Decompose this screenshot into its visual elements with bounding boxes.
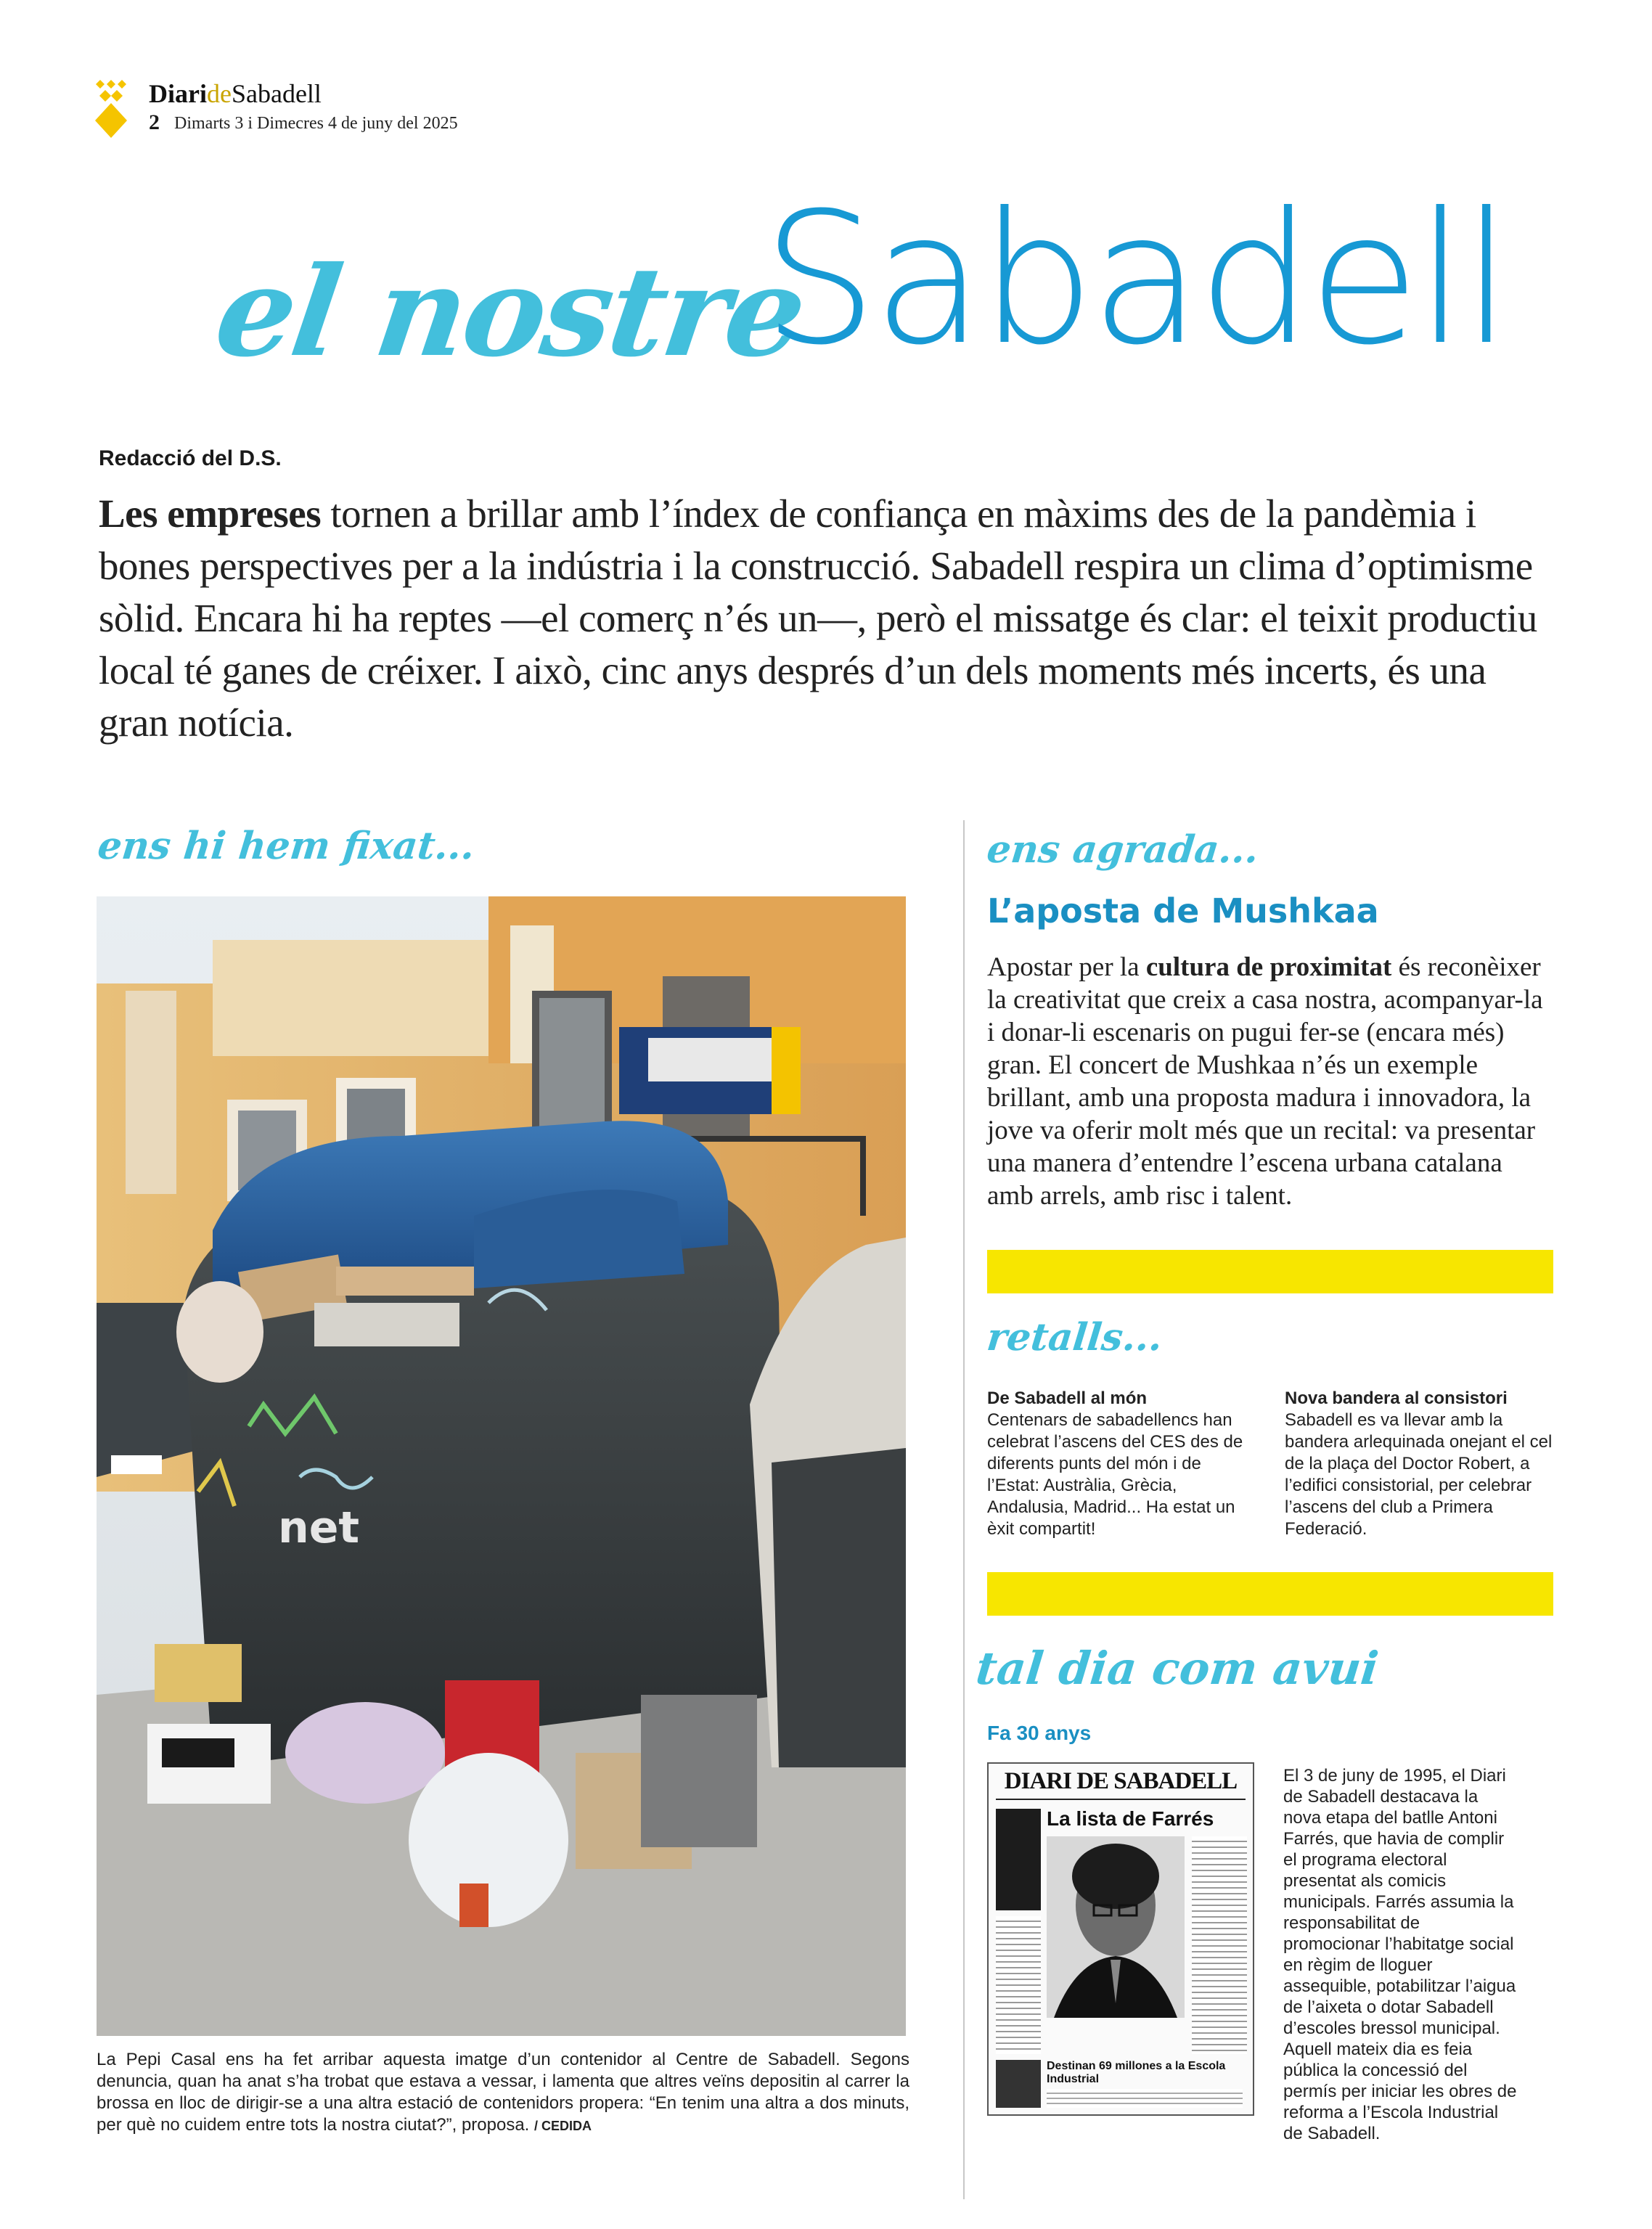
archive-clipping <box>987 1762 1254 2116</box>
mushkaa-headline: L’aposta de Mushkaa <box>987 891 1379 931</box>
section-label-retalls: retalls... <box>984 1315 1165 1359</box>
caption-text: La Pepi Casal ens ha fet arribar aquesta imatge d’un contenidor al Centre de Sabadell. Segons denuncia, quan ha anat s’ha trobat que estava a vessar, i lamenta que altres veïns depositin al carrer la brossa en lloc de dirigir-se a una altra estació de contenidors propera: “En tenim una altra a dos minuts, per què no cuidem entre tots la nostra ciutat?”, proposa. <box>97 2050 909 2135</box>
mushkaa-body-post: és reconèixer la creativitat que creix a casa nostra, acompanyar-la i donar-li escenaris on pugui fer-se (encara més) gran. El concert de Mushkaa n’és un exemple brillant, amb una proposta madura i innovadora, la jove va oferir molt més que un recital: va presentar una manera d’entendre l’escena urbana catalana amb arrels, amb risc i talent. <box>987 952 1543 1211</box>
section-title-main: Sabadell <box>762 173 1508 385</box>
mushkaa-body-pre: Apostar per la <box>987 952 1146 982</box>
lead-paragraph <box>99 488 1550 749</box>
page-number: 2 <box>149 110 160 134</box>
issue-date: Dimarts 3 i Dimecres 4 de juny del 2025 <box>174 114 458 133</box>
retall-item <box>1285 1388 1553 1540</box>
section-label-agrada: ens agrada... <box>984 827 1261 872</box>
taldia-subtitle: Fa 30 anys <box>987 1722 1092 1744</box>
mushkaa-body-bold: cultura de proximitat <box>1145 952 1392 982</box>
clipping-bottom-headline: Destinan 69 millones a la Escola Industrial <box>1047 2060 1226 2085</box>
section-label-fixat: ens hi hem fixat... <box>95 824 477 868</box>
photo-caption <box>97 2049 909 2137</box>
lead-text: tornen a brillar amb l’índex de confiança en màxims des de la pandèmia i bones perspectives per a la indústria i la construcció. Sabadell respira un clima d’optimisme sòlid. Encara hi ha reptes —el comerç n’és un—, però el missatge és clar: el teixit productiu local té ganes de créixer. I això, cinc anys després d’un dels moments més incerts, és una gran notícia. <box>99 491 1537 745</box>
highlight-bar <box>987 1250 1553 1293</box>
brand-name <box>149 78 322 109</box>
retall-title: De Sabadell al món <box>987 1388 1148 1408</box>
byline: Redacció del D.S. <box>99 446 282 470</box>
taldia-text: El 3 de juny de 1995, el Diari de Sabadell destacava la nova etapa del batlle Antoni Farrés, que havia de complir el programa electoral presentat als comicis municipals. Farrés assumia la responsabilitat de promocionar l’habitatge social en règim de lloguer assequible, potabilitzar l’aigua de l’aixeta o dotar Sabadell d’escoles bressol municipal. Aquell mateix dia es feia pública la concessió del permís per iniciar les obres de reforma a l’Escola Industrial de Sabadell. <box>1283 1766 1517 2143</box>
retall-text: Centenars de sabadellencs han celebrat l’ascens del CES des de diferents punts del món i de l’Estat: Austràlia, Grècia, Andalusia, Madrid... Ha estat un èxit compartit! <box>987 1410 1243 1539</box>
brand-de: de <box>206 79 232 108</box>
retall-title: Nova bandera al consistori <box>1285 1388 1508 1408</box>
mushkaa-body <box>987 951 1553 1212</box>
bin-logo-text: net <box>278 1502 360 1553</box>
brand-sabadell: Sabadell <box>231 79 322 108</box>
column-divider <box>963 820 965 2199</box>
highlight-bar <box>987 1572 1553 1616</box>
brand-diari: Diari <box>149 79 207 108</box>
retall-text: Sabadell es va llevar amb la bandera arlequinada onejant el cel de la plaça del Doctor Robert, a l’edifici consistorial, per celebrar l’ascens del club a Primera Federació. <box>1285 1410 1553 1539</box>
clipping-headline: La lista de Farrés <box>1047 1807 1214 1830</box>
clipping-masthead: DIARI DE SABADELL <box>1004 1768 1238 1794</box>
photo-credit: / CEDIDA <box>534 2119 592 2133</box>
container-photo <box>97 896 906 2036</box>
clipping-portrait <box>1047 1836 1185 2018</box>
section-label-taldia: tal dia com avui <box>973 1642 1381 1695</box>
diari-logo-icon <box>94 80 128 138</box>
retall-item <box>987 1388 1256 1540</box>
lead-bold: Les empreses <box>99 491 322 536</box>
section-title-script: el nostre <box>207 240 812 385</box>
